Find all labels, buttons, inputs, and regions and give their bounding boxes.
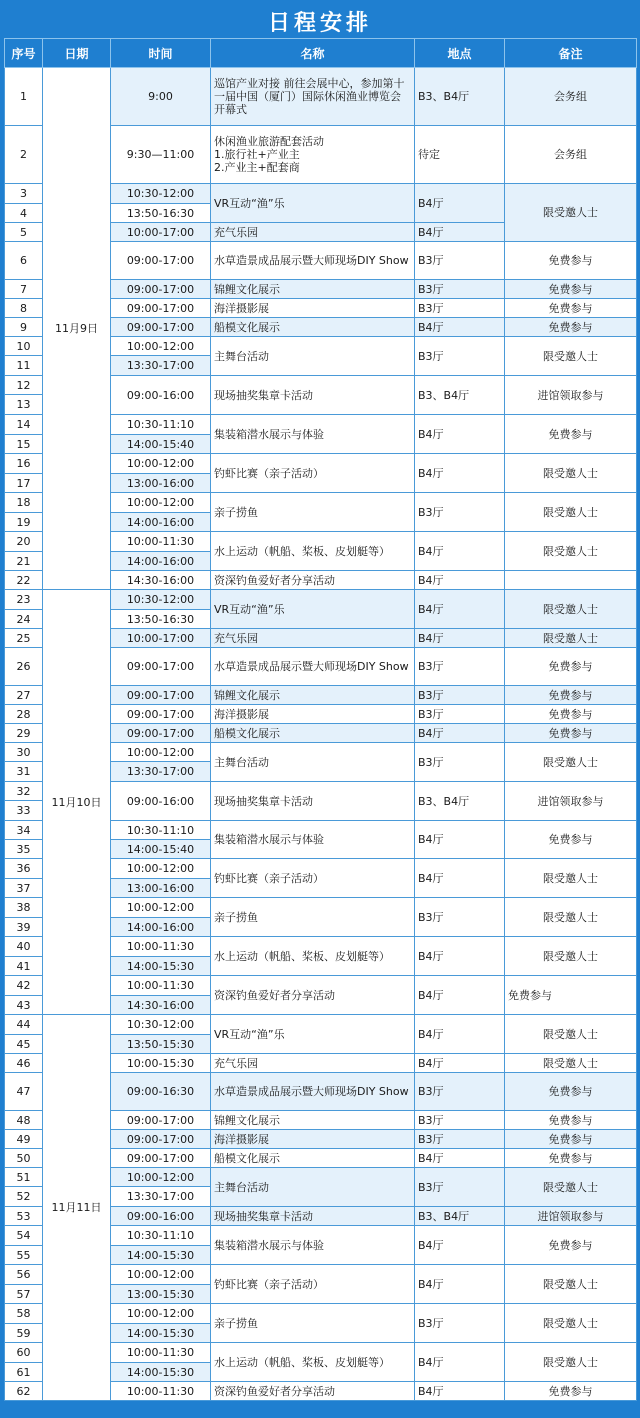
cell-note: 限受邀人士 — [505, 493, 637, 532]
cell-seq: 15 — [5, 435, 43, 454]
cell-seq: 40 — [5, 937, 43, 957]
cell-name: 集装箱潜水展示与体验 — [211, 1226, 415, 1265]
cell-time: 09:00-17:00 — [111, 1111, 211, 1130]
cell-seq: 26 — [5, 648, 43, 686]
cell-name: 充气乐园 — [211, 629, 415, 648]
cell-location: B4厅 — [415, 937, 505, 976]
header-seq: 序号 — [5, 39, 43, 68]
cell-location: B4厅 — [415, 590, 505, 629]
cell-time: 10:00-11:30 — [111, 976, 211, 996]
cell-name: VR互动“渔”乐 — [211, 184, 415, 223]
cell-name: 海洋摄影展 — [211, 1130, 415, 1149]
cell-location: B3厅 — [415, 299, 505, 318]
cell-date: 11月9日 — [43, 68, 111, 590]
cell-name: 水草造景成品展示暨大师现场DIY Show — [211, 1073, 415, 1111]
cell-time: 10:00-12:00 — [111, 493, 211, 513]
cell-seq: 59 — [5, 1324, 43, 1343]
cell-time: 14:30-16:00 — [111, 571, 211, 590]
cell-name: 锦鲤文化展示 — [211, 686, 415, 705]
cell-seq: 36 — [5, 859, 43, 879]
cell-name: 锦鲤文化展示 — [211, 1111, 415, 1130]
cell-seq: 10 — [5, 337, 43, 356]
cell-time: 09:00-17:00 — [111, 724, 211, 743]
cell-seq: 23 — [5, 590, 43, 610]
cell-name: 现场抽奖集章卡活动 — [211, 376, 415, 415]
cell-note: 限受邀人士 — [505, 590, 637, 629]
cell-location: B3厅 — [415, 493, 505, 532]
cell-note: 限受邀人士 — [505, 184, 637, 242]
cell-location: B3厅 — [415, 1130, 505, 1149]
cell-seq: 8 — [5, 299, 43, 318]
cell-note: 进馆领取参与 — [505, 376, 637, 415]
cell-location: B4厅 — [415, 1149, 505, 1168]
cell-seq: 16 — [5, 454, 43, 474]
cell-time: 10:00-12:00 — [111, 337, 211, 356]
cell-name: 水草造景成品展示暨大师现场DIY Show — [211, 242, 415, 280]
cell-time: 10:30-11:10 — [111, 1226, 211, 1246]
cell-seq: 44 — [5, 1015, 43, 1035]
cell-name: 资深钓鱼爱好者分享活动 — [211, 1382, 415, 1401]
cell-seq: 11 — [5, 356, 43, 376]
cell-time: 10:00-11:30 — [111, 532, 211, 552]
cell-name: 巡馆产业对接 前往会展中心，参加第十一届中国（厦门）国际休闲渔业博览会开幕式 — [211, 68, 415, 126]
cell-time: 09:00-17:00 — [111, 1149, 211, 1168]
cell-note: 免费参与 — [505, 242, 637, 280]
cell-seq: 12 — [5, 376, 43, 395]
cell-note: 免费参与 — [505, 976, 637, 1015]
cell-location: B4厅 — [415, 318, 505, 337]
cell-seq: 51 — [5, 1168, 43, 1187]
cell-seq: 19 — [5, 513, 43, 532]
header-time: 时间 — [111, 39, 211, 68]
cell-location: B3厅 — [415, 337, 505, 376]
cell-time: 10:30-12:00 — [111, 1015, 211, 1035]
cell-seq: 53 — [5, 1207, 43, 1226]
cell-location: B3、B4厅 — [415, 68, 505, 126]
cell-seq: 30 — [5, 743, 43, 762]
cell-name: 钓虾比赛（亲子活动） — [211, 1265, 415, 1304]
cell-time: 10:00-11:30 — [111, 1382, 211, 1401]
cell-note: 限受邀人士 — [505, 337, 637, 376]
cell-name: 水上运动（帆船、桨板、皮划艇等） — [211, 937, 415, 976]
cell-note: 免费参与 — [505, 648, 637, 686]
cell-location: B3厅 — [415, 648, 505, 686]
cell-name: 海洋摄影展 — [211, 705, 415, 724]
cell-note: 免费参与 — [505, 686, 637, 705]
header-name: 名称 — [211, 39, 415, 68]
cell-location: B4厅 — [415, 1015, 505, 1054]
cell-note: 免费参与 — [505, 1226, 637, 1265]
cell-seq: 43 — [5, 996, 43, 1015]
cell-name: 现场抽奖集章卡活动 — [211, 1207, 415, 1226]
cell-note: 限受邀人士 — [505, 1265, 637, 1304]
table-row — [5, 590, 637, 610]
cell-seq: 54 — [5, 1226, 43, 1246]
cell-seq: 52 — [5, 1187, 43, 1207]
cell-location: B4厅 — [415, 859, 505, 898]
cell-time: 09:00-17:00 — [111, 1130, 211, 1149]
cell-time: 9:00 — [111, 68, 211, 126]
cell-name: 海洋摄影展 — [211, 299, 415, 318]
cell-seq: 31 — [5, 762, 43, 782]
cell-time: 09:00-17:00 — [111, 280, 211, 299]
cell-time: 14:00-16:00 — [111, 513, 211, 532]
cell-time: 13:50-16:30 — [111, 610, 211, 629]
cell-note: 会务组 — [505, 68, 637, 126]
cell-location: B3、B4厅 — [415, 1207, 505, 1226]
cell-name: 水上运动（帆船、桨板、皮划艇等） — [211, 1343, 415, 1382]
cell-seq: 24 — [5, 610, 43, 629]
cell-seq: 28 — [5, 705, 43, 724]
cell-note: 限受邀人士 — [505, 937, 637, 976]
cell-location: B4厅 — [415, 454, 505, 493]
cell-note: 免费参与 — [505, 724, 637, 743]
cell-time: 10:00-12:00 — [111, 1168, 211, 1187]
cell-time: 10:00-11:30 — [111, 937, 211, 957]
cell-location: B4厅 — [415, 821, 505, 859]
cell-note: 免费参与 — [505, 1073, 637, 1111]
cell-seq: 18 — [5, 493, 43, 513]
cell-name: 亲子捞鱼 — [211, 1304, 415, 1343]
cell-name: 钓虾比赛（亲子活动） — [211, 454, 415, 493]
cell-name: 充气乐园 — [211, 223, 415, 242]
cell-seq: 22 — [5, 571, 43, 590]
cell-location: B4厅 — [415, 571, 505, 590]
cell-time: 10:00-11:30 — [111, 1343, 211, 1363]
cell-note: 进馆领取参与 — [505, 782, 637, 821]
cell-location: B3、B4厅 — [415, 782, 505, 821]
cell-time: 14:00-16:00 — [111, 918, 211, 937]
cell-seq: 57 — [5, 1285, 43, 1304]
cell-time: 09:00-17:00 — [111, 318, 211, 337]
cell-location: B4厅 — [415, 532, 505, 571]
cell-seq: 9 — [5, 318, 43, 337]
cell-location: B3厅 — [415, 1168, 505, 1207]
cell-seq: 21 — [5, 552, 43, 571]
cell-time: 10:00-12:00 — [111, 743, 211, 762]
header-note: 备注 — [505, 39, 637, 68]
cell-time: 10:00-12:00 — [111, 1304, 211, 1324]
cell-name: 船模文化展示 — [211, 318, 415, 337]
cell-time: 13:30-17:00 — [111, 1187, 211, 1207]
cell-note — [505, 571, 637, 590]
cell-name: 主舞台活动 — [211, 337, 415, 376]
cell-location: B4厅 — [415, 1265, 505, 1304]
cell-seq: 48 — [5, 1111, 43, 1130]
cell-note: 限受邀人士 — [505, 743, 637, 782]
cell-location: B4厅 — [415, 1226, 505, 1265]
cell-time: 10:30-11:10 — [111, 821, 211, 840]
cell-time: 10:00-12:00 — [111, 859, 211, 879]
cell-date: 11月10日 — [43, 590, 111, 1015]
cell-time: 09:00-16:00 — [111, 1207, 211, 1226]
cell-note: 免费参与 — [505, 705, 637, 724]
cell-seq: 34 — [5, 821, 43, 840]
cell-seq: 1 — [5, 68, 43, 126]
cell-name: 集装箱潜水展示与体验 — [211, 415, 415, 454]
cell-time: 10:30-12:00 — [111, 184, 211, 204]
cell-time: 14:00-15:40 — [111, 840, 211, 859]
cell-time: 10:00-15:30 — [111, 1054, 211, 1073]
cell-location: B4厅 — [415, 976, 505, 1015]
cell-seq: 29 — [5, 724, 43, 743]
cell-seq: 14 — [5, 415, 43, 435]
cell-location: B4厅 — [415, 184, 505, 223]
cell-location: B4厅 — [415, 223, 505, 242]
cell-note: 限受邀人士 — [505, 629, 637, 648]
cell-seq: 5 — [5, 223, 43, 242]
cell-seq: 13 — [5, 395, 43, 415]
cell-location: B3厅 — [415, 898, 505, 937]
cell-seq: 4 — [5, 204, 43, 223]
cell-seq: 46 — [5, 1054, 43, 1073]
cell-name: VR互动“渔”乐 — [211, 1015, 415, 1054]
header-location: 地点 — [415, 39, 505, 68]
cell-name: 锦鲤文化展示 — [211, 280, 415, 299]
cell-time: 14:00-15:30 — [111, 957, 211, 976]
cell-name: 钓虾比赛（亲子活动） — [211, 859, 415, 898]
cell-time: 14:00-15:30 — [111, 1246, 211, 1265]
cell-time: 13:00-15:30 — [111, 1285, 211, 1304]
cell-name: 水上运动（帆船、桨板、皮划艇等） — [211, 532, 415, 571]
cell-time: 13:00-16:00 — [111, 474, 211, 493]
cell-seq: 41 — [5, 957, 43, 976]
cell-time: 10:30-11:10 — [111, 415, 211, 435]
cell-seq: 27 — [5, 686, 43, 705]
cell-seq: 39 — [5, 918, 43, 937]
cell-note: 限受邀人士 — [505, 454, 637, 493]
cell-location: B3厅 — [415, 1073, 505, 1111]
cell-time: 9:30—11:00 — [111, 126, 211, 184]
cell-time: 10:00-12:00 — [111, 898, 211, 918]
cell-time: 10:00-12:00 — [111, 454, 211, 474]
cell-seq: 17 — [5, 474, 43, 493]
cell-location: B3厅 — [415, 242, 505, 280]
cell-time: 14:00-15:30 — [111, 1324, 211, 1343]
cell-name: 充气乐园 — [211, 1054, 415, 1073]
cell-seq: 61 — [5, 1363, 43, 1382]
cell-time: 10:00-12:00 — [111, 1265, 211, 1285]
cell-time: 09:00-16:00 — [111, 376, 211, 415]
cell-time: 10:30-12:00 — [111, 590, 211, 610]
cell-note: 限受邀人士 — [505, 1054, 637, 1073]
cell-location: 待定 — [415, 126, 505, 184]
cell-note: 进馆领取参与 — [505, 1207, 637, 1226]
cell-seq: 38 — [5, 898, 43, 918]
cell-location: B4厅 — [415, 1054, 505, 1073]
cell-note: 免费参与 — [505, 280, 637, 299]
cell-name: 水草造景成品展示暨大师现场DIY Show — [211, 648, 415, 686]
cell-note: 限受邀人士 — [505, 1168, 637, 1207]
cell-note: 免费参与 — [505, 1111, 637, 1130]
cell-time: 09:00-17:00 — [111, 705, 211, 724]
cell-name: 资深钓鱼爱好者分享活动 — [211, 571, 415, 590]
cell-location: B3厅 — [415, 686, 505, 705]
cell-seq: 62 — [5, 1382, 43, 1401]
cell-name: 主舞台活动 — [211, 1168, 415, 1207]
cell-note: 免费参与 — [505, 1149, 637, 1168]
cell-seq: 42 — [5, 976, 43, 996]
cell-time: 14:00-16:00 — [111, 552, 211, 571]
cell-time: 13:50-15:30 — [111, 1035, 211, 1054]
cell-name: 船模文化展示 — [211, 724, 415, 743]
cell-location: B4厅 — [415, 1382, 505, 1401]
cell-note: 免费参与 — [505, 1382, 637, 1401]
cell-time: 09:00-17:00 — [111, 648, 211, 686]
cell-seq: 45 — [5, 1035, 43, 1054]
cell-name: 集装箱潜水展示与体验 — [211, 821, 415, 859]
cell-name: 船模文化展示 — [211, 1149, 415, 1168]
cell-time: 13:30-17:00 — [111, 356, 211, 376]
cell-location: B4厅 — [415, 1343, 505, 1382]
cell-location: B4厅 — [415, 415, 505, 454]
cell-name: 主舞台活动 — [211, 743, 415, 782]
cell-seq: 37 — [5, 879, 43, 898]
cell-seq: 33 — [5, 801, 43, 821]
cell-location: B3厅 — [415, 280, 505, 299]
cell-note: 免费参与 — [505, 318, 637, 337]
cell-location: B4厅 — [415, 629, 505, 648]
cell-time: 13:50-16:30 — [111, 204, 211, 223]
cell-time: 09:00-17:00 — [111, 242, 211, 280]
schedule-table — [4, 38, 637, 1401]
cell-name: 资深钓鱼爱好者分享活动 — [211, 976, 415, 1015]
cell-time: 14:30-16:00 — [111, 996, 211, 1015]
cell-date: 11月11日 — [43, 1015, 111, 1401]
cell-seq: 56 — [5, 1265, 43, 1285]
cell-time: 13:30-17:00 — [111, 762, 211, 782]
cell-time: 14:00-15:40 — [111, 435, 211, 454]
cell-note: 限受邀人士 — [505, 859, 637, 898]
cell-seq: 7 — [5, 280, 43, 299]
cell-seq: 60 — [5, 1343, 43, 1363]
header-date: 日期 — [43, 39, 111, 68]
cell-seq: 50 — [5, 1149, 43, 1168]
cell-time: 14:00-15:30 — [111, 1363, 211, 1382]
cell-note: 限受邀人士 — [505, 1304, 637, 1343]
cell-time: 09:00-17:00 — [111, 299, 211, 318]
cell-note: 免费参与 — [505, 821, 637, 859]
cell-name: 休闲渔业旅游配套活动 1.旅行社+产业主 2.产业主+配套商 — [211, 126, 415, 184]
cell-time: 13:00-16:00 — [111, 879, 211, 898]
cell-seq: 20 — [5, 532, 43, 552]
cell-time: 09:00-17:00 — [111, 686, 211, 705]
cell-note: 免费参与 — [505, 415, 637, 454]
cell-seq: 32 — [5, 782, 43, 801]
cell-time: 09:00-16:00 — [111, 782, 211, 821]
cell-seq: 49 — [5, 1130, 43, 1149]
cell-note: 免费参与 — [505, 299, 637, 318]
cell-seq: 58 — [5, 1304, 43, 1324]
cell-time: 10:00-17:00 — [111, 223, 211, 242]
cell-time: 10:00-17:00 — [111, 629, 211, 648]
cell-location: B3、B4厅 — [415, 376, 505, 415]
cell-note: 会务组 — [505, 126, 637, 184]
cell-location: B3厅 — [415, 1304, 505, 1343]
cell-location: B3厅 — [415, 1111, 505, 1130]
page-title: 日程安排 — [267, 10, 372, 36]
cell-name: 亲子捞鱼 — [211, 493, 415, 532]
cell-seq: 35 — [5, 840, 43, 859]
table-row — [5, 68, 637, 126]
cell-note: 限受邀人士 — [505, 1343, 637, 1382]
cell-name: VR互动“渔”乐 — [211, 590, 415, 629]
cell-seq: 6 — [5, 242, 43, 280]
table-header-row — [5, 39, 637, 68]
cell-seq: 55 — [5, 1246, 43, 1265]
cell-name: 现场抽奖集章卡活动 — [211, 782, 415, 821]
cell-seq: 2 — [5, 126, 43, 184]
cell-name: 亲子捞鱼 — [211, 898, 415, 937]
cell-location: B3厅 — [415, 705, 505, 724]
table-row — [5, 1015, 637, 1035]
cell-note: 限受邀人士 — [505, 532, 637, 571]
cell-seq: 3 — [5, 184, 43, 204]
cell-location: B3厅 — [415, 743, 505, 782]
cell-seq: 47 — [5, 1073, 43, 1111]
cell-note: 免费参与 — [505, 1130, 637, 1149]
cell-location: B4厅 — [415, 724, 505, 743]
cell-time: 09:00-16:30 — [111, 1073, 211, 1111]
cell-note: 限受邀人士 — [505, 898, 637, 937]
cell-seq: 25 — [5, 629, 43, 648]
cell-note: 限受邀人士 — [505, 1015, 637, 1054]
